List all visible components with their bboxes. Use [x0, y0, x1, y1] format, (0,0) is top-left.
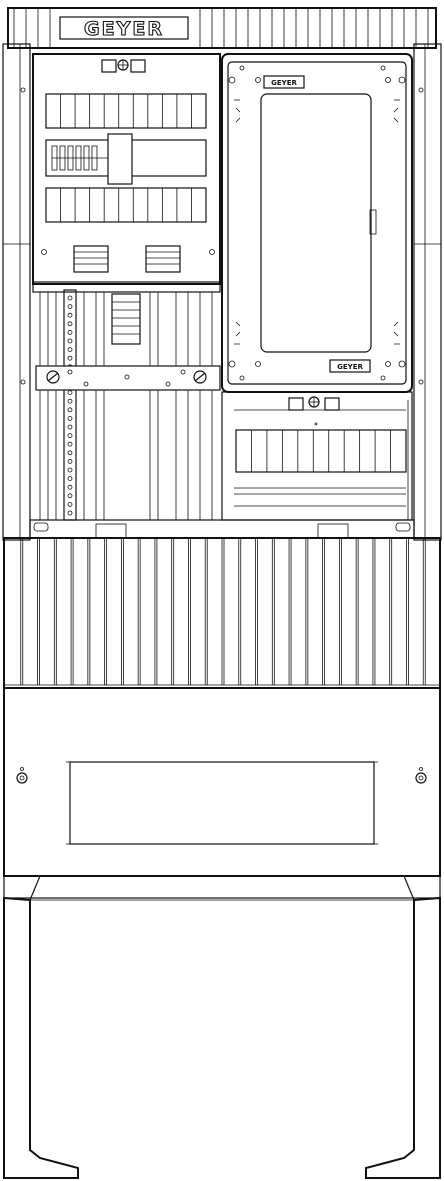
rail-hole [68, 408, 72, 412]
fuse-symbol-right [289, 397, 339, 410]
louvre-section [4, 538, 440, 688]
brand-logo: GEYER [84, 18, 164, 40]
rail-hole [68, 494, 72, 498]
meter-label-top: GEYER [271, 79, 297, 87]
front-door [4, 688, 440, 876]
right-lower-panel [222, 392, 412, 520]
rail-hole [68, 459, 72, 463]
meter-board [222, 54, 412, 392]
rail-hole [68, 485, 72, 489]
rail-hole [68, 305, 72, 309]
rail-hole [68, 313, 72, 317]
connector-block [112, 294, 140, 344]
vent-left [74, 246, 108, 272]
rail-hole [68, 416, 72, 420]
cabinet-base-strip [30, 520, 414, 538]
door-lock-right [416, 768, 426, 784]
terminal-block-frame [236, 430, 406, 472]
meter-label-bottom: GEYER [337, 363, 363, 371]
vent-right [146, 246, 180, 272]
terminal-block-frame [46, 188, 206, 222]
lower-terminal-row [46, 188, 206, 222]
switch-row [46, 134, 206, 184]
rail-hole [68, 348, 72, 352]
rail-hole [68, 468, 72, 472]
rail-hole [68, 502, 72, 506]
fuse-symbol-left [102, 60, 145, 72]
mounting-bar [36, 366, 220, 390]
rail-hole [68, 511, 72, 515]
rail-hole [68, 477, 72, 481]
rail-hole [68, 296, 72, 300]
rail-hole [68, 399, 72, 403]
left-rail-area [36, 290, 220, 520]
rail-hole [68, 451, 72, 455]
rail-hole [68, 330, 72, 334]
left-upper-panel [33, 54, 220, 292]
rail-hole [68, 442, 72, 446]
rail-hole [68, 434, 72, 438]
rail-hole [68, 339, 72, 343]
cabinet-plinth [4, 876, 440, 1178]
rail-hole [68, 322, 72, 326]
upper-terminal-row [46, 94, 206, 128]
door-lock-left [17, 768, 27, 784]
cabinet-top [8, 8, 436, 48]
rail-hole [68, 391, 72, 395]
terminal-block-frame [46, 94, 206, 128]
right-terminal-row [236, 430, 406, 472]
rail-hole [68, 425, 72, 429]
rail-hole [68, 356, 72, 360]
